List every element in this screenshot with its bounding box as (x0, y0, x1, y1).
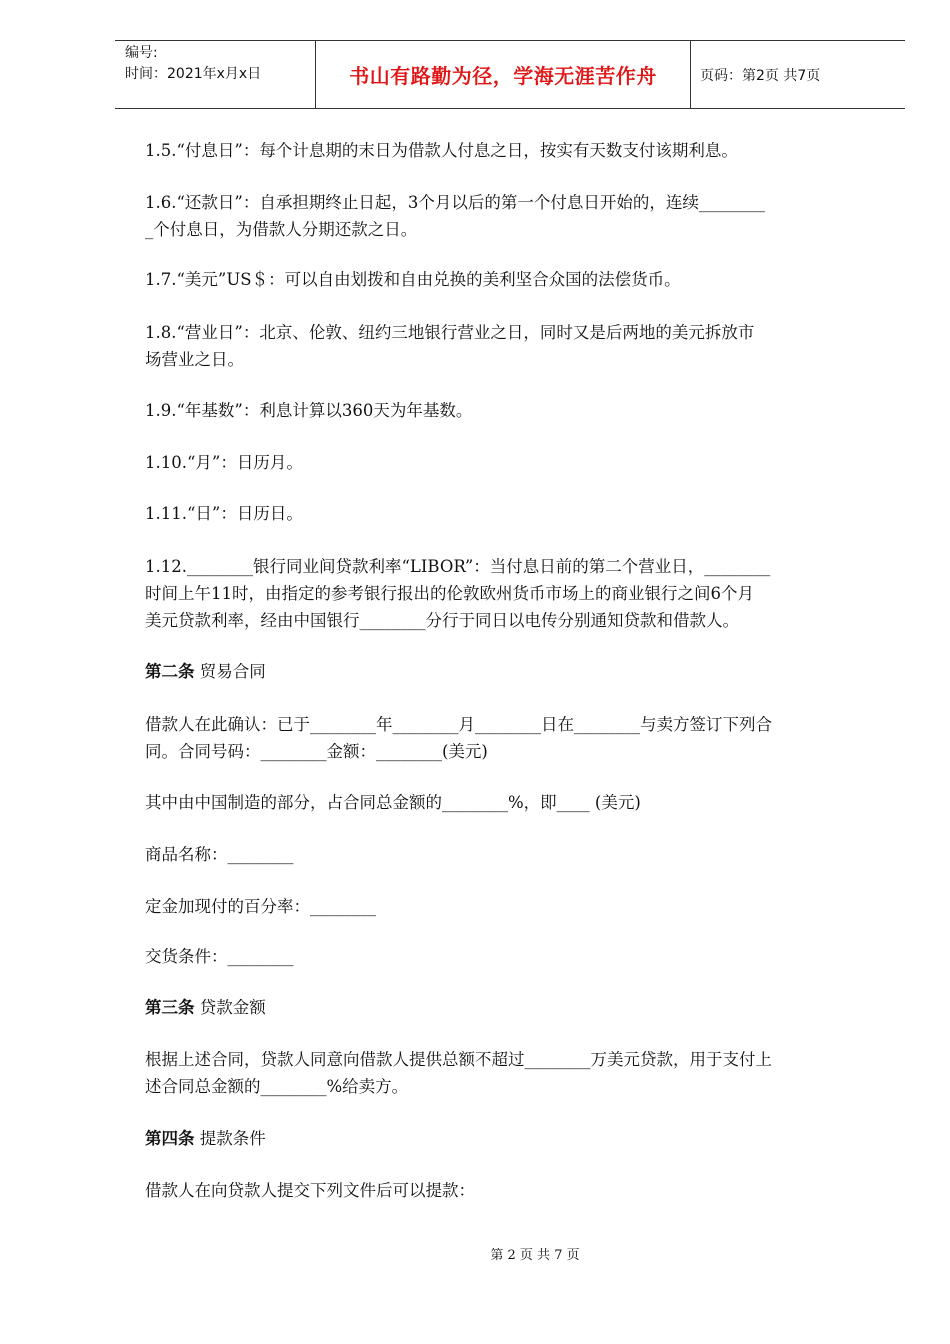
article-2-delivery-terms: 交货条件：________ (145, 947, 294, 966)
article-2-heading (145, 657, 875, 686)
article-2-goods-name: 商品名称：________ (145, 845, 294, 864)
article-2-number: 第二条 (145, 662, 195, 681)
clause-1-11: 1.11.“日”：日历日。 (145, 504, 303, 523)
article-4-number: 第四条 (145, 1129, 195, 1148)
document-number-label: 编号: (125, 45, 158, 61)
article-2-line-2: 同。合同号码：________金额：________(美元) (145, 742, 488, 761)
clause-1-12-line-3: 美元贷款利率，经由中国银行________分行于同日以电传分别通知贷款和借款人。 (145, 611, 739, 630)
article-4-title: 提款条件 (194, 1129, 266, 1148)
article-4-line-1: 借款人在向贷款人提交下列文件后可以提款： (145, 1181, 475, 1200)
article-3-line-1: 根据上述合同，贷款人同意向借款人提供总额不超过________万美元贷款，用于支付上 (145, 1050, 772, 1069)
clause-1-8-line-2: 场营业之日。 (145, 350, 244, 369)
article-3-line-2: 述合同总金额的________%给卖方。 (145, 1077, 409, 1096)
page-header (115, 40, 905, 109)
article-3-title: 贷款金额 (194, 998, 266, 1017)
article-3-number: 第三条 (145, 998, 195, 1017)
clause-1-6-line-1: 1.6.“还款日”：自承担期终止日起，3个月以后的第一个付息日开始的，连续________ (145, 193, 765, 212)
document-time-label: 时间：2021年x月x日 (125, 66, 262, 82)
article-3-heading (145, 993, 875, 1022)
article-2-deposit-percent: 定金加现付的百分率：________ (145, 897, 376, 916)
article-4-heading (145, 1124, 875, 1153)
clause-1-10: 1.10.“月”：日历月。 (145, 453, 303, 472)
header-motto: 书山有路勤为径，学海无涯苦作舟 (349, 64, 657, 88)
clause-1-8-line-1: 1.8.“营业日”：北京、伦敦、纽约三地银行营业之日，同时又是后两地的美元拆放市 (145, 323, 755, 342)
article-2-line-1: 借款人在此确认：已于________年________月________日在________与卖方签订下列合 (145, 715, 772, 734)
clause-1-9: 1.9.“年基数”：利息计算以360天为年基数。 (145, 401, 473, 420)
header-divider (690, 41, 691, 108)
page-footer: 第 2 页 共 7 页 (490, 1248, 580, 1263)
clause-1-12-line-2: 时间上午11时，由指定的参考银行报出的伦敦欧州货币市场上的商业银行之间6个月 (145, 584, 754, 603)
clause-1-12-line-1: 1.12.________银行同业间贷款利率“LIBOR”：当付息日前的第二个营业日，________ (145, 557, 771, 576)
article-2-line-3: 其中由中国制造的部分，占合同总金额的________%，即____ (美元) (145, 793, 641, 812)
header-page-info: 页码：第2页 共7页 (700, 67, 821, 84)
clause-1-7: 1.7.“美元”US＄：可以自由划拨和自由兑换的美利坚合众国的法偿货币。 (145, 270, 681, 289)
header-meta (125, 43, 261, 85)
clause-1-5: 1.5.“付息日”：每个计息期的末日为借款人付息之日，按实有天数支付该期利息。 (145, 141, 738, 160)
clause-1-6-line-2: _个付息日，为借款人分期还款之日。 (145, 220, 418, 239)
article-2-title: 贸易合同 (194, 662, 266, 681)
